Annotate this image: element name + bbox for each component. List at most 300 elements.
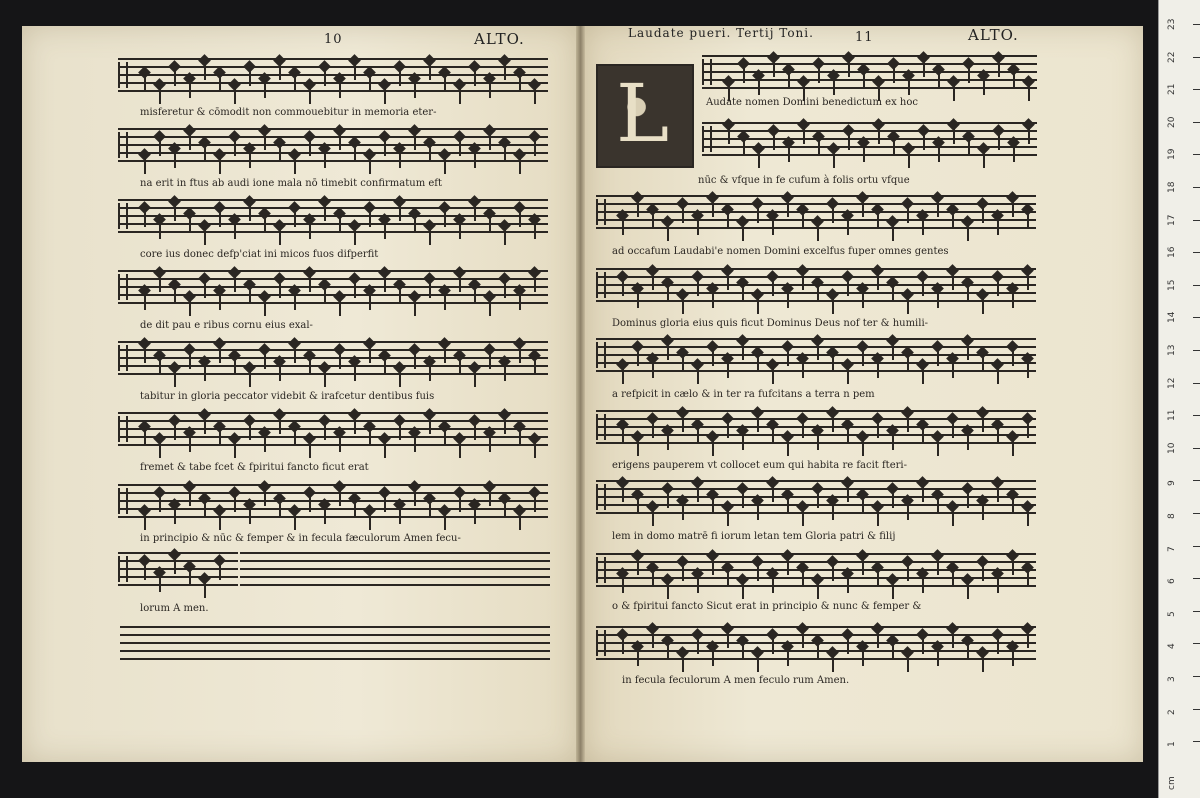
note-stem xyxy=(324,371,326,387)
staff-line xyxy=(118,584,238,586)
note-stem xyxy=(982,416,984,432)
note-stem xyxy=(1027,274,1029,290)
note-stem xyxy=(444,294,446,310)
note-stem xyxy=(489,217,491,233)
note-stem xyxy=(847,577,849,593)
note-stem xyxy=(652,510,654,526)
note-stem xyxy=(144,76,146,92)
note-stem xyxy=(189,82,191,98)
staff-line xyxy=(118,152,548,154)
note-stem xyxy=(667,344,669,360)
note-stem xyxy=(1012,292,1014,308)
note-stem xyxy=(637,498,639,514)
note-stem xyxy=(863,146,865,162)
staff-line xyxy=(702,130,1037,132)
note-stem xyxy=(519,76,521,92)
note-stem xyxy=(504,502,506,518)
note-stem xyxy=(697,428,699,444)
note-stem xyxy=(294,76,296,92)
note-stem xyxy=(489,490,491,506)
note-stem xyxy=(682,565,684,581)
note-stem xyxy=(519,347,521,363)
note-stem xyxy=(159,496,161,512)
note-stem xyxy=(998,61,1000,77)
note-stem xyxy=(863,73,865,89)
note-stem xyxy=(399,288,401,304)
note-stem xyxy=(922,638,924,654)
note-stem xyxy=(652,274,654,290)
empty-staff xyxy=(120,626,550,660)
ruler-tick xyxy=(1193,154,1200,155)
ruler-tick xyxy=(1193,709,1200,710)
note-stem xyxy=(504,365,506,381)
note-stem xyxy=(249,70,251,86)
note-stem xyxy=(399,508,401,524)
note-stem xyxy=(847,368,849,384)
note-stem xyxy=(817,225,819,241)
ruler-tick xyxy=(1193,252,1200,253)
note-stem xyxy=(727,632,729,648)
note-stem xyxy=(757,356,759,372)
note-stem xyxy=(787,559,789,575)
staff-line xyxy=(118,492,548,494)
note-stem xyxy=(429,229,431,245)
note-stem xyxy=(189,490,191,506)
note-stem xyxy=(832,565,834,581)
ruler-number: 11 xyxy=(1167,409,1177,422)
note-stem xyxy=(832,207,834,223)
note-stem xyxy=(952,422,954,438)
note-stem xyxy=(324,288,326,304)
note-stem xyxy=(817,492,819,508)
note-stem xyxy=(174,508,176,524)
note-stem xyxy=(204,582,206,598)
ruler-tick xyxy=(1193,415,1200,416)
ruler-tick xyxy=(1193,220,1200,221)
note-stem xyxy=(234,359,236,375)
right-lyric-line: erigens pauperem vt collocet eum qui habita re facit fteri- xyxy=(612,460,907,471)
note-stem xyxy=(429,418,431,434)
note-stem xyxy=(264,353,266,369)
note-stem xyxy=(922,368,924,384)
note-stem xyxy=(1012,559,1014,575)
note-stem xyxy=(489,436,491,452)
staff-line xyxy=(596,561,1036,563)
note-stem xyxy=(667,286,669,302)
note-stem xyxy=(174,371,176,387)
ruler-tick xyxy=(1193,317,1200,318)
ruler-tick xyxy=(1193,546,1200,547)
note-stem xyxy=(294,347,296,363)
note-stem xyxy=(773,61,775,77)
clef-symbol xyxy=(118,416,128,442)
note-stem xyxy=(802,362,804,378)
note-stem xyxy=(474,508,476,524)
right-lyric-line: o & fpiritui fancto Sicut erat in principio & nunc & femper & xyxy=(612,601,922,612)
note-stem xyxy=(652,632,654,648)
staff-line xyxy=(596,504,1036,506)
staff-line xyxy=(596,418,1036,420)
note-stem xyxy=(968,67,970,83)
note-stem xyxy=(264,436,266,452)
note-stem xyxy=(474,288,476,304)
note-stem xyxy=(489,82,491,98)
note-stem xyxy=(953,128,955,144)
note-stem xyxy=(219,158,221,174)
staff-line xyxy=(118,215,548,217)
note-stem xyxy=(369,430,371,446)
staff-line xyxy=(118,223,548,225)
note-stem xyxy=(219,347,221,363)
music-staff xyxy=(596,553,1036,587)
note-stem xyxy=(144,514,146,530)
note-stem xyxy=(504,146,506,162)
note-stem xyxy=(862,201,864,217)
staff-line xyxy=(120,626,550,628)
note-stem xyxy=(324,508,326,524)
note-stem xyxy=(279,365,281,381)
note-stem xyxy=(862,498,864,514)
ruler-tick xyxy=(1193,350,1200,351)
ruler-number: 23 xyxy=(1167,18,1177,30)
staff-line xyxy=(596,512,1036,514)
note-stem xyxy=(637,350,639,366)
note-stem xyxy=(907,656,909,672)
staff-line xyxy=(118,90,548,92)
note-stem xyxy=(159,576,161,592)
note-stem xyxy=(862,650,864,666)
note-stem xyxy=(892,225,894,241)
note-stem xyxy=(264,300,266,316)
ruler-tick xyxy=(1193,187,1200,188)
note-stem xyxy=(622,219,624,235)
staff-line xyxy=(596,496,1036,498)
music-staff xyxy=(596,480,1036,514)
note-stem xyxy=(354,502,356,518)
note-stem xyxy=(622,638,624,654)
note-stem xyxy=(712,292,714,308)
note-stem xyxy=(862,440,864,456)
clef-symbol xyxy=(596,342,606,368)
note-stem xyxy=(174,205,176,221)
staff-line xyxy=(118,516,548,518)
note-stem xyxy=(354,64,356,80)
staff-line xyxy=(240,584,550,586)
ruler-tick xyxy=(1193,448,1200,449)
staff-line xyxy=(118,357,548,359)
note-stem xyxy=(877,362,879,378)
note-stem xyxy=(667,492,669,508)
note-stem xyxy=(1013,146,1015,162)
note-stem xyxy=(923,61,925,77)
note-stem xyxy=(833,152,835,168)
note-stem xyxy=(772,486,774,502)
staff-line xyxy=(120,634,550,636)
ruler-tick xyxy=(1193,89,1200,90)
note-stem xyxy=(234,140,236,156)
note-stem xyxy=(189,217,191,233)
note-stem xyxy=(504,418,506,434)
note-stem xyxy=(787,201,789,217)
note-stem xyxy=(444,211,446,227)
note-stem xyxy=(667,434,669,450)
note-stem xyxy=(728,128,730,144)
clef-symbol xyxy=(596,272,606,298)
note-stem xyxy=(1027,571,1029,587)
note-stem xyxy=(937,292,939,308)
note-stem xyxy=(279,502,281,518)
note-stem xyxy=(399,70,401,86)
note-stem xyxy=(682,207,684,223)
ruler-number: 12 xyxy=(1167,377,1177,389)
staff-line xyxy=(596,658,1036,660)
staff-line xyxy=(118,412,548,414)
note-stem xyxy=(817,644,819,660)
note-stem xyxy=(519,158,521,174)
note-stem xyxy=(384,442,386,458)
note-stem xyxy=(219,564,221,580)
left-lyric-line: core ius donec defp'ciat ini micos fuos difperfit xyxy=(140,249,379,260)
note-stem xyxy=(757,207,759,223)
clef-symbol xyxy=(596,414,606,440)
clef-symbol xyxy=(118,203,128,229)
note-stem xyxy=(967,286,969,302)
note-stem xyxy=(294,158,296,174)
note-stem xyxy=(174,424,176,440)
note-stem xyxy=(802,274,804,290)
note-stem xyxy=(817,583,819,599)
note-stem xyxy=(444,514,446,530)
right-lyric-line: nūc & vfque in fe cufum à folis ortu vfque xyxy=(698,175,910,186)
note-stem xyxy=(727,362,729,378)
ruler-number: 7 xyxy=(1167,545,1177,552)
note-stem xyxy=(847,280,849,296)
note-stem xyxy=(204,146,206,162)
note-stem xyxy=(817,286,819,302)
note-stem xyxy=(848,134,850,150)
note-stem xyxy=(727,571,729,587)
note-stem xyxy=(743,67,745,83)
staff-line xyxy=(118,302,548,304)
note-stem xyxy=(429,365,431,381)
note-stem xyxy=(219,430,221,446)
staff-line xyxy=(118,286,548,288)
ruler-tick xyxy=(1193,480,1200,481)
note-stem xyxy=(757,656,759,672)
note-stem xyxy=(474,205,476,221)
note-stem xyxy=(758,152,760,168)
note-stem xyxy=(174,152,176,168)
note-stem xyxy=(788,146,790,162)
note-stem xyxy=(667,225,669,241)
music-staff xyxy=(596,410,1036,444)
note-stem xyxy=(952,510,954,526)
note-stem xyxy=(1027,510,1029,526)
note-stem xyxy=(189,300,191,316)
note-stem xyxy=(1028,85,1030,101)
note-stem xyxy=(234,88,236,104)
note-stem xyxy=(982,207,984,223)
staff-line xyxy=(118,144,548,146)
note-stem xyxy=(847,486,849,502)
staff-line xyxy=(702,79,1037,81)
note-stem xyxy=(324,424,326,440)
right-lyric-line: a refpicit in cælo & in ter ra fufcitans a terra n pem xyxy=(612,389,875,400)
note-stem xyxy=(908,79,910,95)
note-stem xyxy=(339,82,341,98)
note-stem xyxy=(787,650,789,666)
music-staff xyxy=(596,626,1036,660)
note-stem xyxy=(652,571,654,587)
staff-line xyxy=(596,370,1036,372)
ruler-number: 4 xyxy=(1167,643,1177,650)
note-stem xyxy=(519,211,521,227)
note-stem xyxy=(697,486,699,502)
note-stem xyxy=(787,292,789,308)
note-stem xyxy=(1012,350,1014,366)
staff-line xyxy=(118,278,548,280)
note-stem xyxy=(712,559,714,575)
note-stem xyxy=(264,82,266,98)
note-stem xyxy=(802,510,804,526)
note-stem xyxy=(144,294,146,310)
left-lyric-line: in principio & nūc & femper & in fecula fæculorum Amen fecu- xyxy=(140,533,461,544)
note-stem xyxy=(622,577,624,593)
note-stem xyxy=(159,442,161,458)
staff-line xyxy=(702,63,1037,65)
note-stem xyxy=(219,211,221,227)
note-stem xyxy=(997,280,999,296)
note-stem xyxy=(174,288,176,304)
note-stem xyxy=(667,583,669,599)
staff-line xyxy=(118,444,548,446)
note-stem xyxy=(682,504,684,520)
note-stem xyxy=(264,490,266,506)
note-stem xyxy=(937,498,939,514)
note-stem xyxy=(144,430,146,446)
ruler-tick xyxy=(1193,741,1200,742)
note-stem xyxy=(892,434,894,450)
staff-line xyxy=(118,66,548,68)
note-stem xyxy=(369,211,371,227)
note-stem xyxy=(279,229,281,245)
note-stem xyxy=(667,644,669,660)
note-stem xyxy=(459,276,461,292)
note-stem xyxy=(907,356,909,372)
note-stem xyxy=(1027,213,1029,229)
decorated-initial xyxy=(596,64,694,168)
note-stem xyxy=(324,205,326,221)
note-stem xyxy=(354,229,356,245)
note-stem xyxy=(279,64,281,80)
note-stem xyxy=(938,73,940,89)
note-stem xyxy=(622,428,624,444)
note-stem xyxy=(339,134,341,150)
note-stem xyxy=(997,577,999,593)
staff-line xyxy=(596,442,1036,444)
ruler-number: 6 xyxy=(1167,578,1177,585)
note-stem xyxy=(907,565,909,581)
staff-line xyxy=(118,207,548,209)
ruler-number: 10 xyxy=(1167,442,1177,454)
ruler-tick xyxy=(1193,383,1200,384)
note-stem xyxy=(429,146,431,162)
note-stem xyxy=(144,211,146,227)
note-stem xyxy=(414,353,416,369)
note-stem xyxy=(1028,128,1030,144)
ruler-number: 1 xyxy=(1167,741,1177,748)
note-stem xyxy=(444,430,446,446)
note-stem xyxy=(249,205,251,221)
note-stem xyxy=(712,350,714,366)
note-stem xyxy=(249,424,251,440)
note-stem xyxy=(848,61,850,77)
note-stem xyxy=(877,274,879,290)
music-staff xyxy=(118,484,548,518)
note-stem xyxy=(787,498,789,514)
music-staff xyxy=(702,55,1037,89)
note-stem xyxy=(727,213,729,229)
note-stem xyxy=(474,70,476,86)
note-stem xyxy=(429,502,431,518)
note-stem xyxy=(384,140,386,156)
clef-symbol xyxy=(118,488,128,514)
note-stem xyxy=(967,225,969,241)
ruler-tick xyxy=(1193,676,1200,677)
staff-line xyxy=(596,626,1036,628)
note-stem xyxy=(354,365,356,381)
note-stem xyxy=(967,344,969,360)
staff-line xyxy=(120,642,550,644)
ruler-number: 16 xyxy=(1167,246,1177,259)
note-stem xyxy=(622,486,624,502)
staff-line xyxy=(240,552,550,554)
initial-letter: L xyxy=(616,67,670,160)
note-stem xyxy=(832,656,834,672)
empty-staff xyxy=(240,552,550,586)
staff-line xyxy=(120,650,550,652)
ruler-number: 5 xyxy=(1167,611,1177,617)
staff-line xyxy=(118,74,548,76)
note-stem xyxy=(534,276,536,292)
note-stem xyxy=(324,152,326,168)
staff-line xyxy=(702,55,1037,57)
note-stem xyxy=(414,436,416,452)
staff-line xyxy=(118,508,548,510)
ruler-number: 21 xyxy=(1167,83,1177,96)
note-stem xyxy=(339,353,341,369)
note-stem xyxy=(847,638,849,654)
note-stem xyxy=(369,158,371,174)
note-stem xyxy=(877,510,879,526)
note-stem xyxy=(712,498,714,514)
note-stem xyxy=(967,492,969,508)
staff-line xyxy=(596,553,1036,555)
note-stem xyxy=(877,213,879,229)
note-stem xyxy=(892,644,894,660)
note-stem xyxy=(339,300,341,316)
note-stem xyxy=(264,217,266,233)
note-stem xyxy=(414,490,416,506)
staff-line xyxy=(118,365,548,367)
note-stem xyxy=(938,146,940,162)
note-stem xyxy=(399,152,401,168)
note-stem xyxy=(294,514,296,530)
note-stem xyxy=(519,294,521,310)
staff-line xyxy=(118,436,548,438)
ruler-tick xyxy=(1193,578,1200,579)
note-stem xyxy=(997,486,999,502)
